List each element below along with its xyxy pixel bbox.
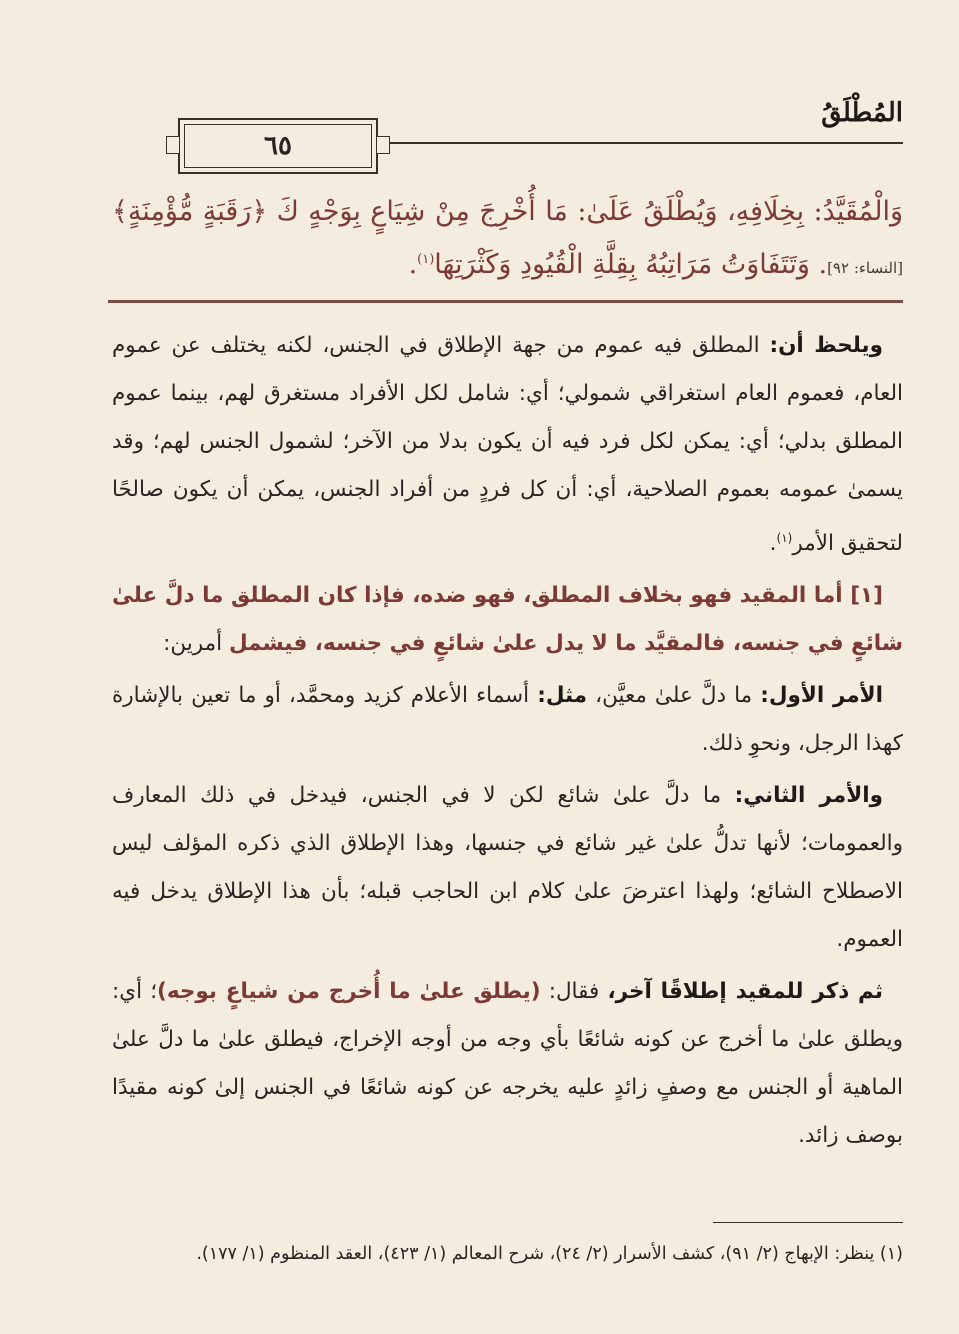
matn-quote: (يطلق علىٰ ما أُخرج من شياعٍ بوجه) (157, 979, 541, 1005)
commentary (112, 322, 903, 1164)
paragraph-4 (112, 772, 903, 964)
quran-reference: [النساء: ٩٢] (827, 259, 903, 277)
chapter-title: المُطْلَقُ (821, 98, 903, 128)
paragraph-text-2: أسماء الأعلام كزيد ومحمَّد، أو ما تعين بالإشارة كهذا الرجل، ونحوِ ذلك. (112, 683, 903, 757)
lead-phrase: ويلحظ أن: (769, 333, 883, 358)
matn-line-1: وَالْمُقَيَّدُ: بِخِلَافِهِ، وَيُطْلَقُ عَلَىٰ: مَا أُخْرِجَ مِنْ شِيَاعٍ بِوَجْهٍ كَ ﴿رَقَبَةٍ (202, 196, 903, 227)
paragraph-text: المطلق فيه عموم من جهة الإطلاق في الجنس، لكنه يختلف عن عموم العام، فعموم العام استغراقي شمولي؛ أي: شامل لكل الأفراد مستغرق لهم، بينما عموم المطلق بدلي؛ أي: يمكن لكل فرد فيه أن يكون بدلا من الآخر؛ لشمول الجنس لهم؛ وقد يسمىٰ عمومه بعموم الصلاحية، أي: أن كل فردٍ من أفراد الجنس، يمكن أن يكون صالحًا لتحقيق الأمر (112, 333, 903, 557)
paragraph-text-2: ؛ أي: ويطلق علىٰ ما أخرج عن كونه شائعًا بأي وجه من أوجه الإخراج، فيطلق علىٰ ما دلَّ علىٰ الماهية أو الجنس مع وصفٍ زائدٍ عليه يخرجه عن كونه شائعًا في الجنس إلىٰ كونه مقيدًا بوصف زائد. (112, 979, 903, 1149)
matn-line-2b: . وَتَتَفَاوَتُ مَرَاتِبُهُ بِقِلَّةِ الْقُيُودِ وَكَثْرَتِهَا (434, 249, 828, 280)
page-header (108, 98, 903, 178)
paragraph-text: ما دلَّ علىٰ شائع لكن لا في الجنس، فيدخل في ذلك المعارف والعمومات؛ لأنها تدلُّ علىٰ غير شائع في جنسها، وهذا الإطلاق الذي ذكره المؤلف ليس الاصطلاح الشائع؛ ولهذا اعترضَ علىٰ كلام ابن الحاجب قبله؛ بأن هذا الإطلاق يدخل فيه العموم. (112, 783, 903, 953)
paragraph-end: . (769, 531, 777, 557)
page-number-frame (178, 118, 378, 174)
paragraph-text: فقال: (540, 979, 608, 1005)
section-divider (108, 300, 903, 303)
matn-line-2a: مُّؤْمِنَةٍ﴾ (112, 196, 194, 227)
paragraph-5 (112, 968, 903, 1160)
matn-quote: [١] أما المقيد فهو بخلاف المطلق، فهو ضده، فإذا كان المطلق ما دلَّ علىٰ شائعٍ في جنسه، فالمقيَّد ما لا يدل علىٰ شائعٍ في جنسه، فيشمل (112, 583, 903, 657)
paragraph-2 (112, 572, 903, 668)
paragraph-text: ما دلَّ علىٰ معيَّن، (587, 683, 761, 709)
lead-phrase: ثم ذكر للمقيد إطلاقًا آخر، (607, 979, 883, 1005)
lead-phrase-2: مثل: (537, 683, 588, 709)
paragraph-1 (112, 322, 903, 568)
lead-phrase: الأمر الأول: (760, 683, 884, 709)
footnote-divider (713, 1222, 903, 1223)
page-number: ٦٥ (184, 124, 372, 168)
matn-end: . (408, 249, 418, 280)
paragraph-3 (112, 672, 903, 768)
paragraph-text: أمرين: (163, 631, 229, 657)
footnote: (١) ينظر: الإبهاج (٢/ ٩١)، كشف الأسرار (٢/ ٢٤)، شرح المعالم (١/ ٤٢٣)، العقد المنظوم (١/ ١٧٧). (196, 1244, 903, 1264)
lead-phrase: والأمر الثاني: (734, 783, 883, 809)
footnote-marker: (١) (776, 531, 793, 545)
matn-text (112, 188, 903, 292)
footnote-marker: (١) (417, 252, 435, 267)
